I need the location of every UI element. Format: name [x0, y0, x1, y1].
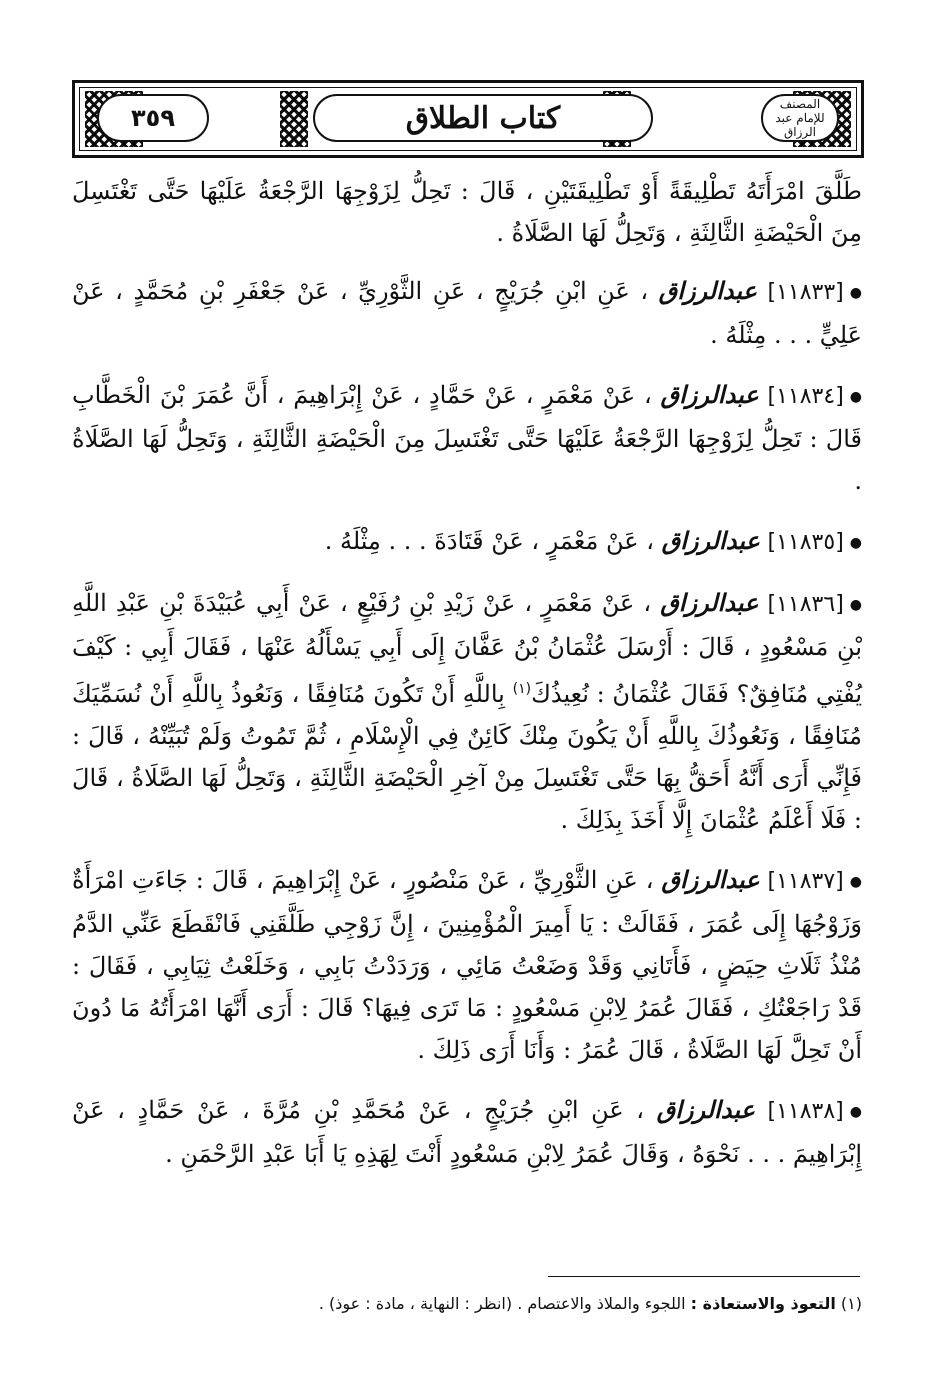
hadith-number: [١١٨٣٦] [767, 592, 844, 617]
footnote-definition: اللجوء والملاذ والاعتصام . (انظر : النهاية ، مادة : عوذ) . [318, 1294, 686, 1313]
narrator-name: عبدالرزاق [661, 526, 760, 555]
bullet-icon: ● [849, 873, 862, 890]
footnote-marker: (١) [840, 1294, 862, 1313]
hadith-text: ، عَنْ مَعْمَرٍ ، عَنْ قَتَادَةَ . . . مِثْلَهُ . [324, 527, 654, 555]
hadith-11834 [72, 374, 862, 502]
hadith-11837 [72, 859, 862, 1071]
bullet-icon: ● [849, 284, 862, 301]
bullet-icon: ● [849, 596, 862, 613]
bullet-icon: ● [849, 388, 862, 405]
hadith-number: [١١٨٣٨] [767, 1099, 844, 1124]
page-header [72, 80, 864, 158]
narrator-name: عبدالرزاق [656, 1095, 755, 1124]
ornament-mid-left [280, 91, 308, 147]
narrator-name: عبدالرزاق [658, 276, 757, 305]
hadith-11836 [72, 582, 862, 841]
paragraph-text: طَلَّقَ امْرَأَتَهُ تَطْلِيقَةً أَوْ تَطْلِيقَتَيْنِ ، قَالَ : تَحِلُّ لِزَوْجِهَا الرَّجْعَةُ عَلَيْهَا حَتَّى تَغْتَسِلَ مِنَ الْحَيْضَةِ الثَّالِثَةِ ، وَتَحِلُّ لَهَا الصَّلَاةُ . [72, 177, 862, 247]
footnote-reference[interactable]: (١) [512, 681, 532, 697]
hadith-text: ، عَنِ الثَّوْرِيِّ ، عَنْ مَنْصُورٍ ، عَنْ إِبْرَاهِيمَ ، قَالَ : جَاءَتِ امْرَأَةٌ وَزَوْجُهَا إِلَى عُمَرَ ، فَقَالَتْ : يَا أَمِيرَ الْمُؤْمِنِينَ ، إِنَّ زَوْجِي طَلَّقَنِي فَانْقَطَعَ عَنِّي الدَّمُ مُنْذُ ثَلَاثِ حِيَضٍ ، فَأَتَانِي وَقَدْ وَضَعْتُ مَائِي ، وَرَدَدْتُ بَابِي ، وَخَلَعْتُ ثِيَابِي ، فَقَالَ : قَدْ رَاجَعْتُكِ ، فَقَالَ عُمَرُ لِابْنِ مَسْعُودٍ : مَا تَرَى فِيهَا؟ قَالَ : أَرَى أَنَّهَا امْرَأَتُهُ مَا دُونَ أَنْ تَحِلَّ لَهَا الصَّلَاةُ ، قَالَ عُمَرُ : وَأَنَا أَرَى ذَلِكَ . [72, 866, 862, 1064]
page-number: ٣٥٩ [97, 94, 209, 142]
hadith-11833 [72, 270, 862, 356]
hadith-text: ، عَنِ ابْنِ جُرَيْجٍ ، عَنِ الثَّوْرِيِّ ، عَنْ جَعْفَرِ بْنِ مُحَمَّدٍ ، عَنْ عَلِيٍّ . . . مِثْلَهُ . [72, 277, 862, 349]
bullet-icon: ● [849, 534, 862, 551]
hadith-number: [١١٨٣٤] [767, 384, 844, 409]
hadith-text-continued: بِاللَّهِ أَنْ تَكُونَ مُنَافِقًا ، وَنَعُوذُ بِاللَّهِ أَنْ نُسَمِّيَكَ مُنَافِقًا ، وَنَعُوذُكَ بِاللَّهِ أَنْ يَكُونَ مِنْكَ كَائِنٌ فِي الْإِسْلَامِ ، ثُمَّ تَمُوتُ وَلَمْ تُبَيِّنْهُ ، قَالَ : فَإِنِّي أَرَى أَنَّهُ أَحَقُّ بِهَا حَتَّى تَغْتَسِلَ مِنْ آخِرِ الْحَيْضَةِ الثَّالِثَةِ ، وَتَحِلُّ لَهَا الصَّلَاةُ ، قَالَ : فَلَا أَعْلَمُ عُثْمَانَ إِلَّا أَخَذَ بِذَلِكَ . [72, 680, 862, 834]
hadith-text: ، عَنْ مَعْمَرٍ ، عَنْ حَمَّادٍ ، عَنْ إِبْرَاهِيمَ ، أَنَّ عُمَرَ بْنَ الْخَطَّابِ قَالَ : تَحِلُّ لِزَوْجِهَا الرَّجْعَةُ عَلَيْهَا حَتَّى تَغْتَسِلَ مِنَ الْحَيْضَةِ الثَّالِثَةِ ، وَتَحِلُّ لَهَا الصَّلَاةُ . [72, 381, 863, 495]
main-text [72, 170, 862, 1193]
hadith-11835 [72, 520, 862, 564]
bullet-icon: ● [849, 1103, 862, 1120]
footnote [72, 1292, 862, 1316]
paragraph-intro [72, 170, 862, 254]
hadith-text: ، عَنِ ابْنِ جُرَيْجٍ ، عَنْ مُحَمَّدِ بْنِ مُرَّةَ ، عَنْ حَمَّادٍ ، عَنْ إِبْرَاهِيمَ . . . نَحْوَهُ ، وَقَالَ عُمَرُ لِابْنِ مَسْعُودٍ أَنْتَ لِهَذِهِ يَا أَبَا عَبْدِ الرَّحْمَنِ . [72, 1096, 862, 1168]
narrator-name: عبدالرزاق [661, 865, 760, 894]
book-logo: المصنف للإمام عبد الرزاق [761, 94, 839, 142]
chapter-title: كتاب الطلاق [313, 94, 653, 142]
hadith-text: ، عَنْ مَعْمَرٍ ، عَنْ زَيْدِ بْنِ رُفَيْعٍ ، عَنْ أَبِي عُبَيْدَةَ بْنِ عَبْدِ اللَّهِ بْنِ مَسْعُودٍ ، قَالَ : أَرْسَلَ عُثْمَانُ بْنُ عَفَّانَ إِلَى أَبِي يَسْأَلُهُ عَنْهَا ، فَقَالَ أَبِي : كَيْفَ يُفْتِي مُنَافِقٌ؟ فَقَالَ عُثْمَانُ : نُعِيذُكَ [72, 589, 862, 708]
narrator-name: عبدالرزاق [660, 380, 759, 409]
hadith-number: [١١٨٣٥] [767, 530, 844, 555]
footnote-term: التعوذ والاستعاذة : [690, 1294, 836, 1313]
narrator-name: عبدالرزاق [660, 588, 759, 617]
hadith-11838 [72, 1089, 862, 1175]
hadith-number: [١١٨٣٧] [767, 869, 844, 894]
footnote-divider [548, 1276, 860, 1277]
hadith-number: [١١٨٣٣] [767, 280, 844, 305]
